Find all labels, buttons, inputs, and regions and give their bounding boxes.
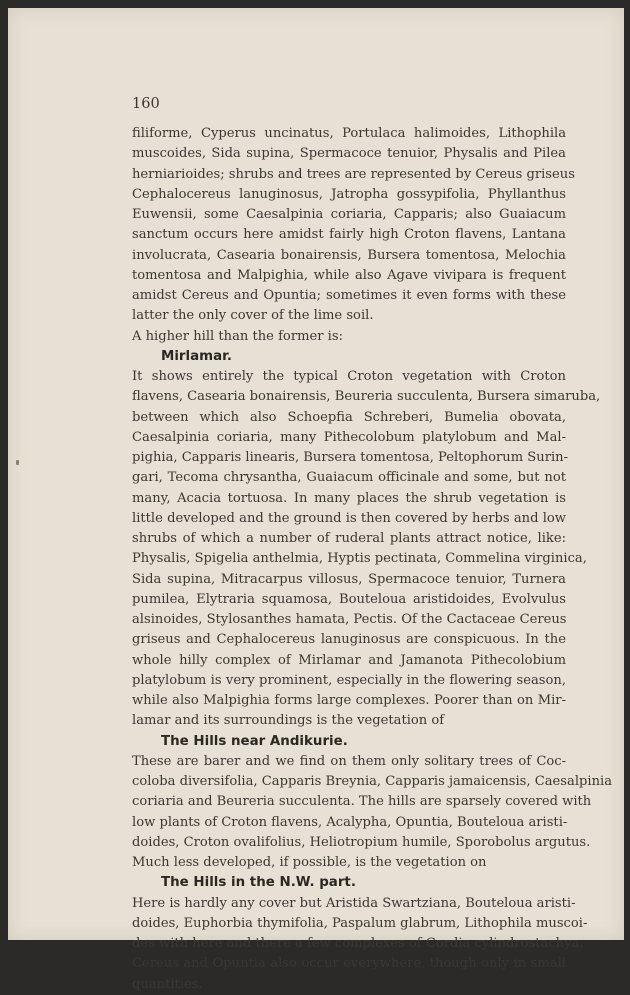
text-line: A higher hill than the former is:: [132, 328, 343, 344]
text-line: herniarioides; shrubs and trees are represented by Cereus griseus: [132, 166, 575, 182]
text-line: Much less developed, if possible, is the vegetation on: [132, 855, 487, 870]
text-line: doides, Euphorbia thymifolia, Paspalum glabrum, Lithophila muscoi-: [132, 915, 588, 931]
text-line: coloba diversifolia, Capparis Breynia, Capparis jamaicensis, Caesalpinia: [132, 774, 613, 789]
text-line: Sida supina, Mitracarpus villosus, Spermacoce tenuior, Turnera: [132, 571, 566, 587]
body-text: [132, 124, 613, 995]
text-line: Caesalpinia coriaria, many Pithecolobum platylobum and Mal-: [132, 429, 566, 445]
text-line: Cereus and Opuntia also occur everywhere, though only in small: [132, 956, 566, 972]
text-line: between which also Schoepfia Schreberi, Bumelia obovata,: [132, 409, 566, 425]
section-heading: The Hills in the N.W. part.: [161, 875, 356, 891]
text-line: shrubs of which a number of ruderal plants attract notice, like:: [132, 531, 566, 546]
text-line: These are barer and we find on them only solitary trees of Coc-: [132, 753, 566, 769]
text-line: coriaria and Beureria succulenta. The hills are sparsely covered with: [132, 794, 592, 810]
text-line: pighia, Capparis linearis, Bursera tomentosa, Peltophorum Surin-: [132, 450, 569, 465]
text-line: Euwensii, some Caesalpinia coriaria, Capparis; also Guaiacum: [132, 207, 566, 222]
text-line: latter the only cover of the lime soil.: [132, 308, 374, 324]
text-line: quantities.: [132, 976, 203, 992]
text-line: low plants of Croton flavens, Acalypha, Opuntia, Bouteloua aristi-: [132, 814, 568, 830]
text-line: whole hilly complex of Mirlamar and Jamanota Pithecolobium: [132, 652, 566, 668]
text-line: It shows entirely the typical Croton vegetation with Croton: [132, 369, 566, 384]
text-line: filiforme, Cyperus uncinatus, Portulaca halimoides, Lithophila: [132, 126, 566, 141]
book-page: [8, 8, 624, 992]
text-line: flavens, Casearia bonairensis, Beureria succulenta, Bursera simaruba,: [132, 389, 601, 405]
text-line: gari, Tecoma chrysantha, Guaiacum officinale and some, but not: [132, 470, 566, 486]
section-heading: The Hills near Andikurie.: [161, 733, 348, 749]
text-line: Cephalocereus lanuginosus, Jatropha gossypifolia, Phyllanthus: [132, 186, 566, 202]
page-number: 160: [132, 96, 160, 112]
text-line: Here is hardly any cover but Aristida Swartziana, Bouteloua aristi-: [132, 895, 576, 911]
text-line: amidst Cereus and Opuntia; sometimes it even forms with these: [132, 288, 566, 303]
text-line: platylobum is very prominent, especially in the flowering season,: [132, 672, 566, 688]
text-line: while also Malpighia forms large complexes. Poorer than on Mir-: [132, 693, 566, 708]
text-line: tomentosa and Malpighia, while also Agave vivipara is frequent: [132, 267, 566, 283]
text-line: doides, Croton ovalifolius, Heliotropium humile, Sporobolus argutus.: [132, 834, 591, 850]
text-line: sanctum occurs here amidst fairly high Croton flavens, Lantana: [132, 227, 566, 243]
text-line: involucrata, Casearia bonairensis, Bursera tomentosa, Melochia: [132, 247, 566, 263]
text-line: alsinoides, Stylosanthes hamata, Pectis. Of the Cactaceae Cereus: [132, 612, 567, 627]
text-line: pumilea, Elytraria squamosa, Bouteloua aristidoides, Evolvulus: [132, 591, 566, 607]
text-line: Physalis, Spigelia anthelmia, Hyptis pectinata, Commelina virginica,: [132, 551, 587, 567]
paper-speck: [16, 460, 19, 465]
text-line: lamar and its surroundings is the vegetation of: [132, 713, 445, 729]
text-line: des with here and there a few complexes of Cordia cylindrostachya.: [132, 936, 584, 951]
text-line: griseus and Cephalocereus lanuginosus are conspicuous. In the: [132, 632, 566, 648]
text-line: little developed and the ground is then covered by herbs and low: [132, 510, 566, 526]
text-line: many, Acacia tortuosa. In many places the shrub vegetation is: [132, 490, 566, 506]
text-line: muscoides, Sida supina, Spermacoce tenuior, Physalis and Pilea: [132, 146, 566, 162]
section-heading: Mirlamar.: [161, 348, 232, 364]
